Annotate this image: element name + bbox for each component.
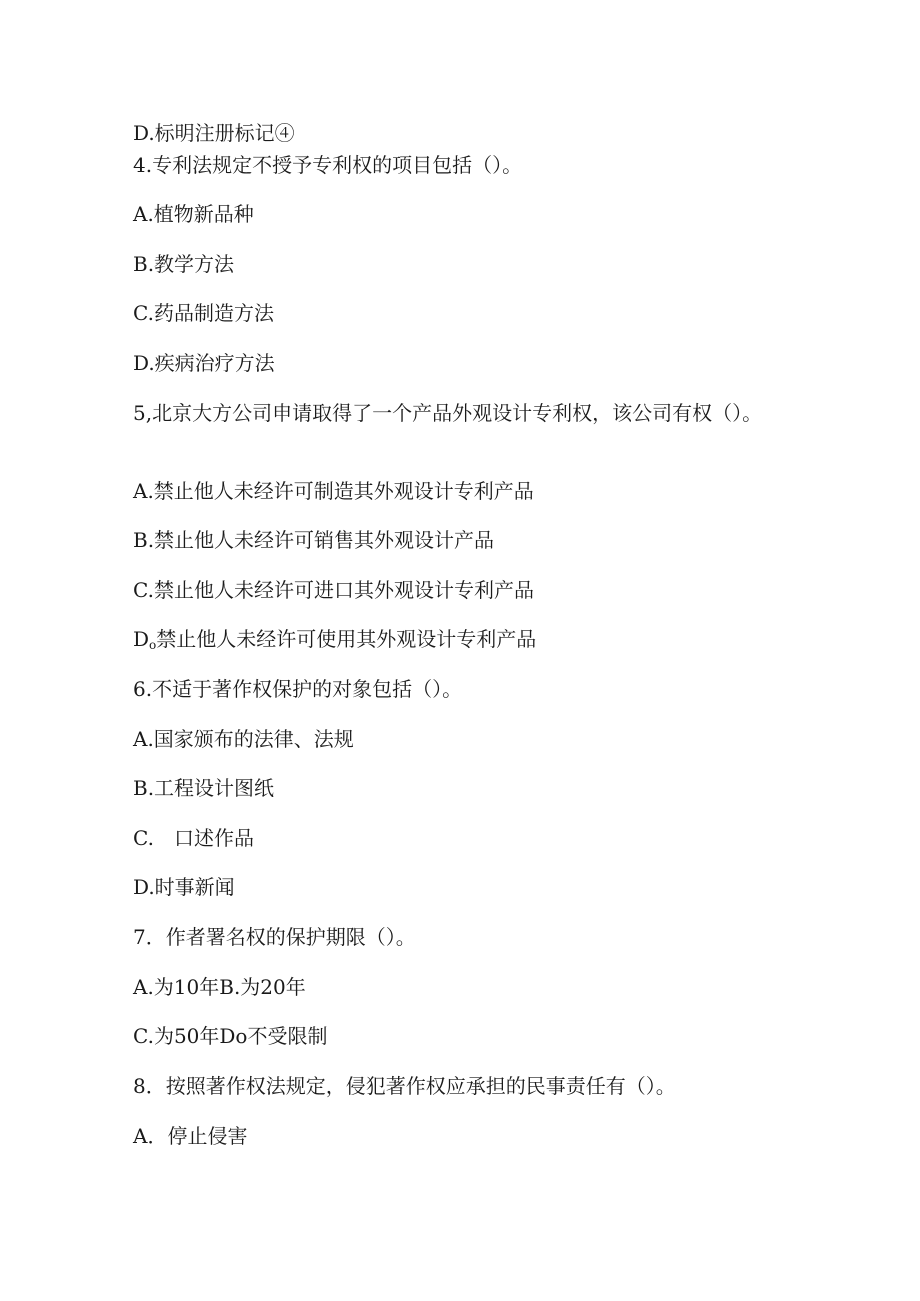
options-cd-q7: C.为50年Do不受限制 [133,1024,328,1048]
question-7: 7．作者署名权的保护期限（）。 [133,925,416,949]
option-d-q4: D.疾病治疗方法 [133,351,275,375]
options-ab-q7: A.为10年B.为20年 [133,975,306,999]
option-d-text: 禁止他人未经许可使用其外观设计专利产品 [156,627,537,651]
option-a-q5: A.禁止他人未经许可制造其外观设计专利产品 [133,479,534,503]
option-b-q5: B.禁止他人未经许可销售其外观设计产品 [133,528,495,552]
option-a-q8: A．停止侵害 [133,1124,248,1148]
option-c-q5: C.禁止他人未经许可进口其外观设计专利产品 [133,578,534,602]
option-d-letter: D [133,627,150,651]
question-6: 6.不适于著作权保护的对象包括（）。 [133,677,463,701]
question-8: 8．按照著作权法规定，侵犯著作权应承担的民事责任有（）。 [133,1074,676,1098]
option-d-q5 [133,626,536,658]
option-c-q4: C.药品制造方法 [133,301,274,325]
option-a-q6: A.国家颁布的法律、法规 [133,727,354,751]
option-b-q6: B.工程设计图纸 [133,776,275,800]
option-d-q6: D.时事新闻 [133,875,235,899]
question-5: 5,北京大方公司申请取得了一个产品外观设计专利权，该公司有权（）。 [133,401,763,425]
option-d-subscript: o [149,638,157,652]
option-a-q4: A.植物新品种 [133,202,254,226]
option-c-q6: C. 口述作品 [133,826,254,850]
option-d-q3: D.标明注册标记④ [133,121,295,145]
question-4: 4.专利法规定不授予专利权的项目包括（）。 [133,153,523,177]
option-b-q4: B.教学方法 [133,252,235,276]
